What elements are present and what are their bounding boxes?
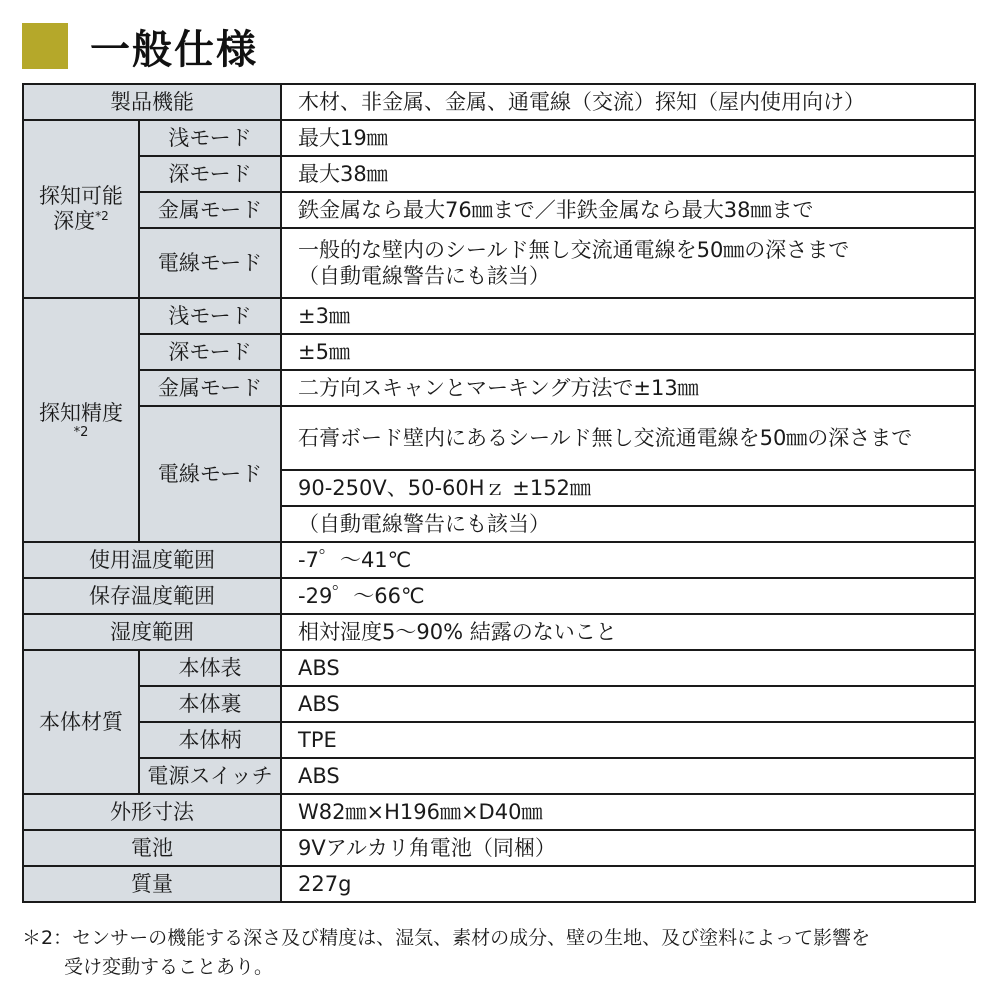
value-accuracy-deep: ±5㎜	[281, 334, 975, 370]
value-depth-wire-line1: 一般的な壁内のシールド無し交流通電線を50㎜の深さまで	[298, 238, 850, 262]
value-accuracy-wire-3: （自動電線警告にも該当）	[281, 506, 975, 542]
value-depth-wire	[281, 228, 975, 298]
row-value-product-function: 木材、非金属、金属、通電線（交流）探知（屋内使用向け）	[281, 84, 975, 120]
row-value-storage-temp: -29゜～66℃	[281, 578, 975, 614]
table-row	[23, 830, 975, 866]
sub-label-depth-shallow: 浅モード	[139, 120, 281, 156]
footnote	[22, 924, 982, 982]
sub-label-accuracy-deep: 深モード	[139, 334, 281, 370]
sub-label-accuracy-wire: 電線モード	[139, 406, 281, 542]
table-row	[23, 406, 975, 470]
table-row	[23, 686, 975, 722]
footnote-line2: 受け変動することあり。	[64, 956, 274, 978]
category-detection-depth-note: *2	[95, 209, 109, 223]
value-material-switch: ABS	[281, 758, 975, 794]
value-material-back: ABS	[281, 686, 975, 722]
page-title-row	[22, 20, 258, 72]
row-value-dimensions: W82㎜×H196㎜×D40㎜	[281, 794, 975, 830]
category-detection-depth	[23, 120, 139, 298]
sub-label-accuracy-shallow: 浅モード	[139, 298, 281, 334]
row-value-operating-temp: -7゜～41℃	[281, 542, 975, 578]
table-row	[23, 228, 975, 298]
footnote-line1: ＊2：センサーの機能する深さ及び精度は、湿気、素材の成分、壁の生地、及び塗料によって影響を	[22, 927, 871, 949]
category-detection-depth-label: 探知可能深度	[39, 184, 123, 233]
value-depth-wire-line2: （自動電線警告にも該当）	[298, 264, 550, 288]
value-material-front: ABS	[281, 650, 975, 686]
row-label-operating-temp: 使用温度範囲	[23, 542, 281, 578]
sub-label-material-back: 本体裏	[139, 686, 281, 722]
category-detection-accuracy	[23, 298, 139, 542]
row-value-battery: 9Vアルカリ角電池（同梱）	[281, 830, 975, 866]
page-title: 一般仕様	[90, 26, 258, 73]
row-label-storage-temp: 保存温度範囲	[23, 578, 281, 614]
table-row	[23, 722, 975, 758]
row-label-humidity: 湿度範囲	[23, 614, 281, 650]
row-label-product-function: 製品機能	[23, 84, 281, 120]
table-row	[23, 370, 975, 406]
value-accuracy-metal: 二方向スキャンとマーキング方法で±13㎜	[281, 370, 975, 406]
sub-label-material-switch: 電源スイッチ	[139, 758, 281, 794]
sub-label-accuracy-metal: 金属モード	[139, 370, 281, 406]
table-row	[23, 758, 975, 794]
category-detection-accuracy-label: 探知精度	[39, 400, 123, 425]
table-row	[23, 334, 975, 370]
table-row	[23, 650, 975, 686]
category-detection-accuracy-note: *2	[73, 424, 89, 440]
sub-label-depth-wire: 電線モード	[139, 228, 281, 298]
value-accuracy-wire-2: 90-250V、50-60Hｚ ±152㎜	[281, 470, 975, 506]
title-accent-square	[22, 23, 68, 69]
category-material: 本体材質	[23, 650, 139, 794]
sub-label-material-handle: 本体柄	[139, 722, 281, 758]
value-accuracy-wire-1: 石膏ボード壁内にあるシールド無し交流通電線を50㎜の深さまで	[281, 406, 975, 470]
row-value-weight: 227g	[281, 866, 975, 902]
table-row	[23, 84, 975, 120]
value-depth-metal: 鉄金属なら最大76㎜まで／非鉄金属なら最大38㎜まで	[281, 192, 975, 228]
table-row	[23, 866, 975, 902]
table-row	[23, 794, 975, 830]
table-row	[23, 192, 975, 228]
table-row	[23, 578, 975, 614]
table-row	[23, 614, 975, 650]
row-label-battery: 電池	[23, 830, 281, 866]
sub-label-depth-metal: 金属モード	[139, 192, 281, 228]
table-row	[23, 120, 975, 156]
table-row	[23, 298, 975, 334]
row-value-humidity: 相対湿度5～90% 結露のないこと	[281, 614, 975, 650]
value-material-handle: TPE	[281, 722, 975, 758]
row-label-dimensions: 外形寸法	[23, 794, 281, 830]
value-accuracy-shallow: ±3㎜	[281, 298, 975, 334]
sub-label-material-front: 本体表	[139, 650, 281, 686]
table-row	[23, 156, 975, 192]
value-depth-deep: 最大38㎜	[281, 156, 975, 192]
row-label-weight: 質量	[23, 866, 281, 902]
table-row	[23, 542, 975, 578]
value-depth-shallow: 最大19㎜	[281, 120, 975, 156]
sub-label-depth-deep: 深モード	[139, 156, 281, 192]
spec-table	[22, 83, 976, 903]
